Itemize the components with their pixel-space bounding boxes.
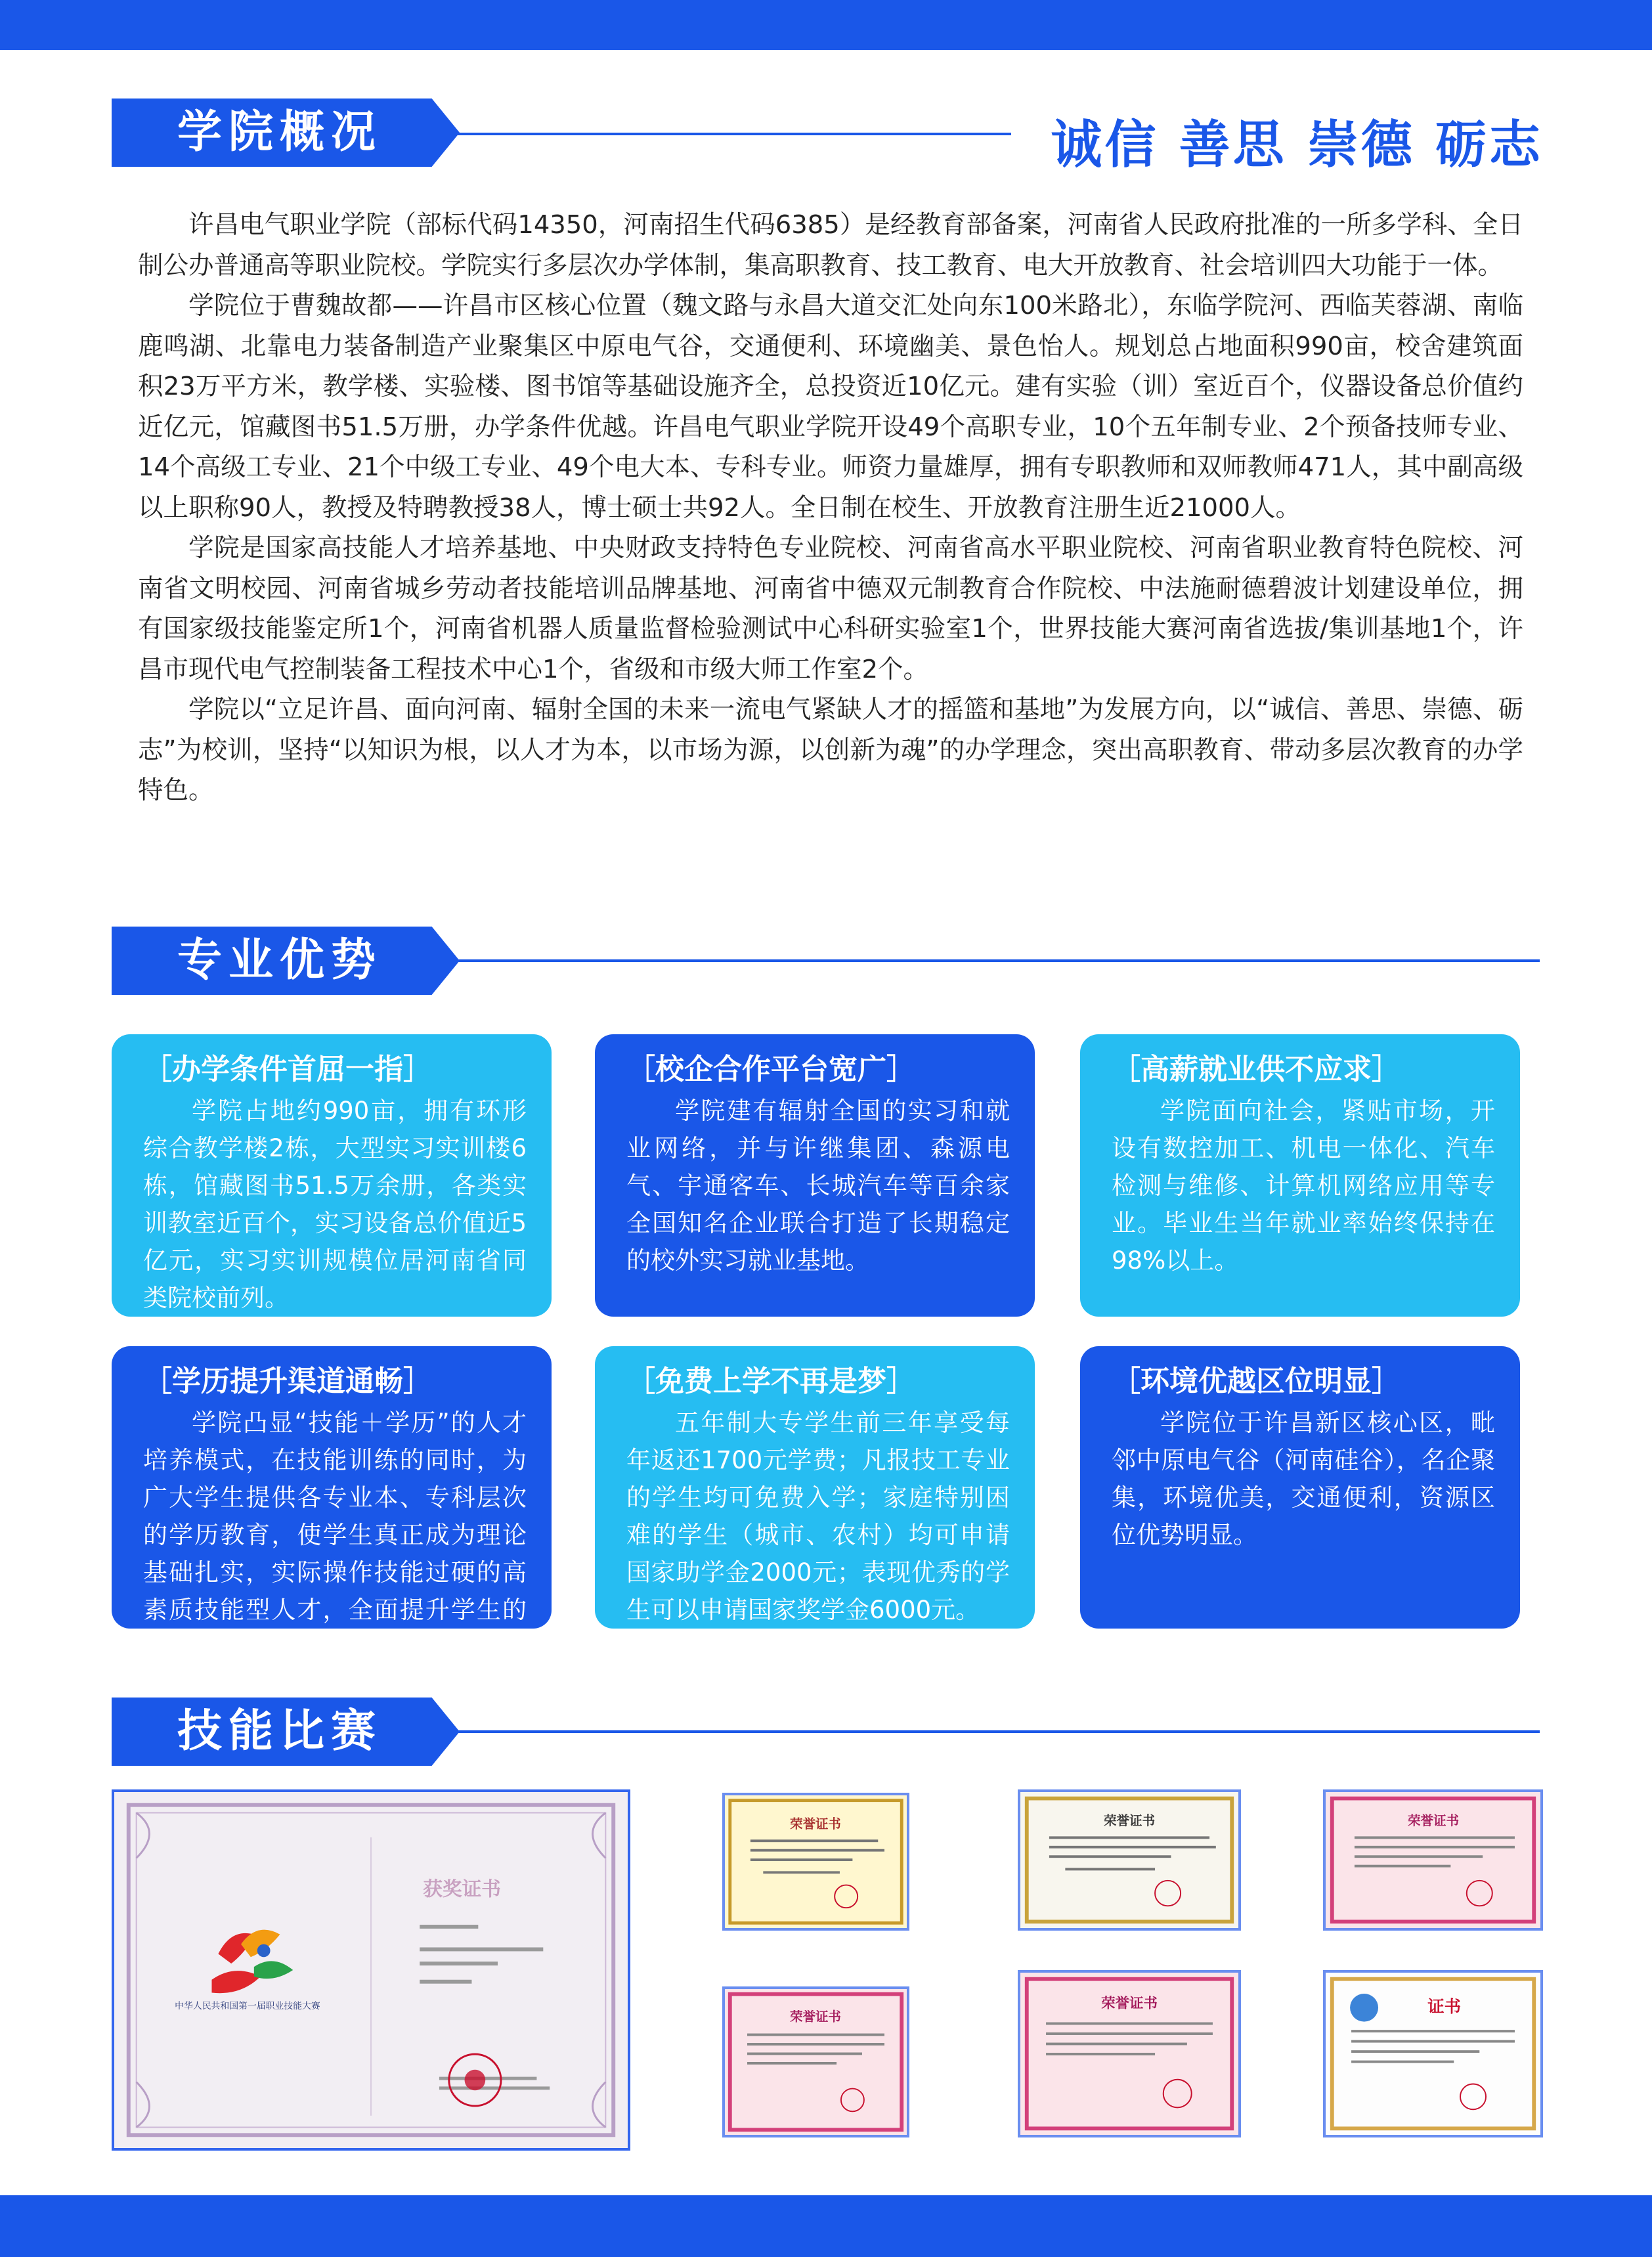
card-title: ［校企合作平台宽广］ <box>626 1053 915 1086</box>
certificate-title: 荣誉证书 <box>790 2009 841 2025</box>
section-title: 技能比赛 <box>177 1705 383 1757</box>
school-motto: 诚信 善思 崇德 砺志 <box>1051 116 1543 175</box>
advantage-card <box>595 1346 1035 1629</box>
section-header-overview <box>112 99 460 167</box>
section-divider <box>453 959 1540 962</box>
globe-icon <box>1350 1994 1378 2022</box>
section-divider <box>453 133 1011 135</box>
intro-paragraph: 许昌电气职业学院（部标代码14350，河南招生代码6385）是经教育部备案，河南省人民政府批准的一所多学科、全日制公办普通高等职业院校。学院实行多层次办学体制，集高职教育、技工教育、电大开放教育、社会培训四大功能于一体。 <box>138 210 1523 280</box>
advantage-card <box>112 1346 552 1661</box>
certificate-image <box>114 1792 628 2148</box>
logo-text: 中华人民共和国第一届职业技能大赛 <box>175 2001 320 2012</box>
honor-certificate <box>1323 1789 1543 1931</box>
card-body: 学院凸显“技能＋学历”的人才培养模式，在技能训练的同时，为广大学生提供各专业本、专科层次的学历教育，使学生真正成为理论基础扎实，实际操作技能过硬的高素质技能型人才，全面提升学生的就业能力。 <box>143 1409 527 1661</box>
card-body: 学院占地约990亩，拥有环形综合教学楼2栋，大型实习实训楼6栋，馆藏图书51.5万余册，各类实训教室近百个，实习设备总价值近5亿元，实习实训规模位居河南省同类院校前列。 <box>143 1097 527 1312</box>
card-body: 学院位于许昌新区核心区，毗邻中原电气谷（河南硅谷），名企聚集，环境优美，交通便利，资源区位优势明显。 <box>1112 1409 1495 1549</box>
section-title: 专业优势 <box>177 934 383 986</box>
card-title: ［环境优越区位明显］ <box>1112 1365 1401 1398</box>
section-divider <box>453 1730 1540 1733</box>
certificate-title: 荣誉证书 <box>1103 1813 1156 1829</box>
card-body: 学院面向社会，紧贴市场，开设有数控加工、机电一体化、汽车检测与维修、计算机网络应用等专业。毕业生当年就业率始终保持在98%以上。 <box>1112 1097 1495 1275</box>
card-body: 五年制大专学生前三年享受每年返还1700元学费；凡报技工专业的学生均可免费入学；家庭特别困难的学生（城市、农村）均可申请国家助学金2000元；表现优秀的学生可以申请国家奖学金6000元。 <box>626 1409 1010 1624</box>
intro-paragraph: 学院是国家高技能人才培养基地、中央财政支持特色专业院校、河南省高水平职业院校、河南省职业教育特色院校、河南省文明校园、河南省城乡劳动者技能培训品牌基地、河南省中德双元制教育合作院校、中法施耐德碧波计划建设单位，拥有国家级技能鉴定所1个，河南省机器人质量监督检验测试中心科研实验室1个，世界技能大赛河南省选拔/集训基地1个，许昌市现代电气控制装备工程技术中心1个，省级和市级大师工作室2个。 <box>138 533 1523 684</box>
honor-certificate <box>722 1793 909 1931</box>
advantage-card <box>112 1034 552 1317</box>
card-title: ［高薪就业供不应求］ <box>1112 1053 1401 1086</box>
intro-text <box>138 205 1523 811</box>
honor-certificate <box>722 1986 909 2137</box>
section-title: 学院概况 <box>177 106 383 158</box>
section-header-advantages <box>112 927 460 995</box>
top-band <box>0 0 1652 50</box>
honor-certificate <box>1018 1970 1241 2137</box>
intro-paragraph: 学院位于曹魏故都——许昌市区核心位置（魏文路与永昌大道交汇处向东100米路北），东临学院河、西临芙蓉湖、南临鹿鸣湖、北靠电力装备制造产业聚集区中原电气谷，交通便利、环境幽美、景色怡人。规划总占地面积990亩，校舍建筑面积23万平方米，教学楼、实验楼、图书馆等基础设施齐全，总投资近10亿元。建有实验（训）室近百个，仪器设备总价值约近亿元，馆藏图书51.5万册，办学条件优越。许昌电气职业学院开设49个高职专业，10个五年制专业、2个预备技师专业、14个高级工专业、21个中级工专业、49个电大本、专科专业。师资力量雄厚，拥有专职教师和双师教师471人，其中副高级以上职称90人，教授及特聘教授38人，博士硕士共92人。全日制在校生、开放教育注册生近21000人。 <box>138 291 1523 523</box>
honor-certificate <box>1323 1970 1543 2137</box>
certificate-title: 证书 <box>1427 1997 1461 2017</box>
card-title: ［免费上学不再是梦］ <box>626 1365 915 1398</box>
card-body: 学院建有辐射全国的实习和就业网络，并与许继集团、森源电气、宇通客车、长城汽车等百余家全国知名企业联合打造了长期稳定的校外实习就业基地。 <box>626 1097 1010 1275</box>
card-title: ［办学条件首屈一指］ <box>143 1053 432 1086</box>
section-header-competition <box>112 1698 460 1766</box>
certificate-title: 荣誉证书 <box>1407 1813 1460 1829</box>
advantage-card <box>595 1034 1035 1317</box>
certificate-title: 荣誉证书 <box>790 1816 841 1831</box>
intro-paragraph: 学院以“立足许昌、面向河南、辐射全国的未来一流电气紧缺人才的摇篮和基地”为发展方向，以“诚信、善思、崇德、砺志”为校训，坚持“以知识为根，以人才为本，以市场为源，以创新为魂”的办学理念，突出高职教育、带动多层次教育的办学特色。 <box>138 695 1523 805</box>
certificate-title: 获奖证书 <box>423 1877 501 1900</box>
card-title: ［学历提升渠道通畅］ <box>143 1365 432 1398</box>
bottom-band <box>0 2195 1652 2257</box>
advantage-card <box>1080 1034 1520 1317</box>
advantage-card <box>1080 1346 1520 1629</box>
certificate-title: 荣誉证书 <box>1101 1995 1158 2012</box>
award-certificate-main <box>112 1789 630 2151</box>
honor-certificate <box>1018 1789 1241 1931</box>
